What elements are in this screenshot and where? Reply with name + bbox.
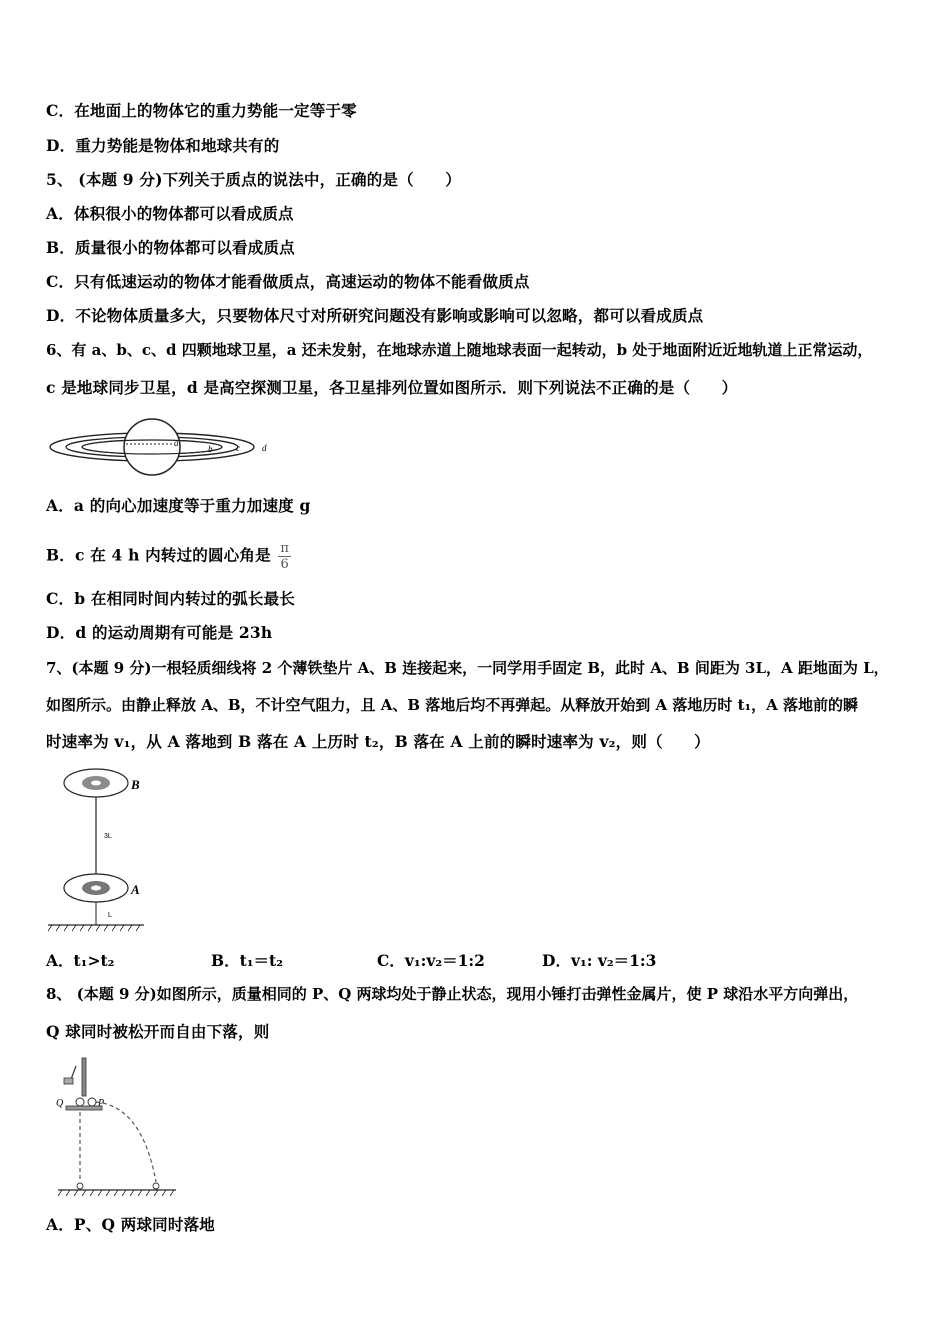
washer-b-hole	[91, 781, 101, 786]
ball-p-landed	[153, 1183, 159, 1189]
pi-over-six-fraction	[278, 541, 291, 572]
stand-base	[66, 1106, 102, 1110]
label-l: L	[108, 912, 112, 919]
label-3l: 3L	[104, 833, 112, 840]
q5-option-b: B．质量很小的物体都可以看成质点	[46, 238, 295, 257]
q7-option-a: A．t₁>t₂	[46, 951, 115, 970]
label-p: P	[98, 1098, 105, 1109]
q5-option-d: D．不论物体质量多大，只要物体尺寸对所研究问题没有影响或影响可以忽略，都可以看成质点	[46, 306, 704, 325]
q8-stem-line2: Q 球同时被松开而自由下落，则	[46, 1022, 270, 1041]
fraction-denominator: 6	[280, 557, 289, 572]
ball-q-icon	[76, 1098, 84, 1106]
q8-option-a: A．P、Q 两球同时落地	[46, 1215, 215, 1234]
q7-option-d: D．v₁: v₂＝1:3	[542, 951, 657, 970]
ground-hatching	[48, 925, 140, 931]
hammer-icon	[64, 1078, 73, 1084]
fraction-numerator: π	[280, 541, 290, 556]
label-a: a	[174, 438, 179, 448]
q7-stem-line2: 如图所示。由静止释放 A、B，不计空气阻力，且 A、B 落地后均不再弹起。从释放开始到 A 落地历时 t₁，A 落地前的瞬	[46, 696, 858, 714]
label-washer-a: A	[131, 882, 140, 897]
washers-string-figure	[46, 762, 156, 934]
projectile-freefall-figure	[52, 1054, 182, 1199]
q6-stem-line2: c 是地球同步卫星，d 是高空探测卫星，各卫星排列位置如图所示．则下列说法不正确的是（ ）	[46, 378, 738, 397]
stand-post	[82, 1058, 86, 1096]
projectile-path	[96, 1102, 156, 1182]
q5-option-c: C．只有低速运动的物体才能看做质点，高速运动的物体不能看做质点	[46, 272, 530, 291]
q6-option-a: A．a 的向心加速度等于重力加速度 g	[46, 496, 311, 515]
ground-hatching	[58, 1190, 174, 1196]
q7-stem-line3: 时速率为 v₁，从 A 落地到 B 落在 A 上历时 t₂，B 落在 A 上前的瞬时速率为 v₂，则（ ）	[46, 732, 710, 751]
label-d: d	[262, 443, 267, 453]
earth-circle	[124, 419, 180, 475]
washer-a-hole	[91, 886, 101, 891]
q6-option-b-text: B．c 在 4 h 内转过的圆心角是	[46, 545, 271, 565]
q6-option-c: C．b 在相同时间内转过的弧长最长	[46, 589, 295, 608]
q4-option-c: C．在地面上的物体它的重力势能一定等于零	[46, 101, 357, 120]
q6-option-b	[46, 541, 291, 572]
q5-stem: 5、 (本题 9 分)下列关于质点的说法中，正确的是（ ）	[46, 170, 461, 189]
q7-stem-line1: 7、(本题 9 分)一根轻质细线将 2 个薄铁垫片 A、B 连接起来，一同学用手固定 B，此时 A、B 间距为 3L，A 距地面为 L，	[46, 659, 889, 677]
q6-option-d: D．d 的运动周期有可能是 23h	[46, 623, 273, 642]
label-washer-b: B	[131, 777, 140, 792]
satellite-orbits-figure	[46, 410, 286, 485]
label-b: b	[208, 444, 213, 454]
label-q: Q	[56, 1098, 64, 1109]
q7-option-b: B．t₁＝t₂	[211, 951, 283, 970]
q7-option-c: C．v₁:v₂＝1:2	[377, 951, 485, 970]
label-c: c	[236, 443, 240, 453]
q4-option-d: D．重力势能是物体和地球共有的	[46, 136, 280, 155]
ball-q-landed	[77, 1183, 83, 1189]
q5-option-a: A．体积很小的物体都可以看成质点	[46, 204, 294, 223]
q8-stem-line1: 8、 (本题 9 分)如图所示，质量相同的 P、Q 两球均处于静止状态，现用小锤打击弹性金属片，使 P 球沿水平方向弹出，	[46, 985, 859, 1003]
q6-stem-line1: 6、有 a、b、c、d 四颗地球卫星，a 还未发射，在地球赤道上随地球表面一起转动，b 处于地面附近近地轨道上正常运动，	[46, 341, 873, 359]
ball-p-icon	[88, 1098, 96, 1106]
